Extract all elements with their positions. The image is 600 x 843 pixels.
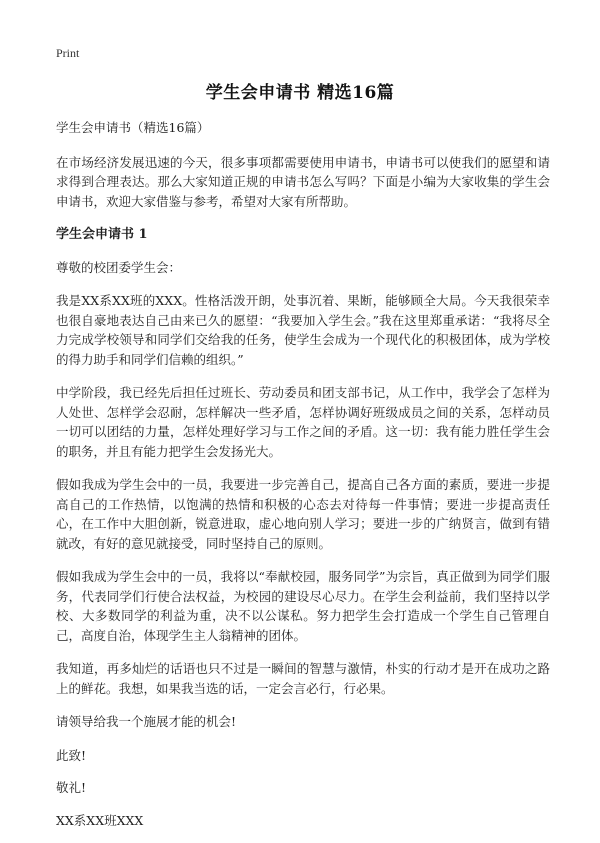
print-label: Print xyxy=(56,46,80,60)
section-heading: 学生会申请书 1 xyxy=(56,227,148,242)
body-paragraph: 假如我成为学生会中的一员，我要进一步完善自己，提高自己各方面的素质，要进一步提高自己的工作热情，以饱满的热情和积极的心态去对待每一件事情；要进一步提高责任心，在工作中大胆创新，锐意进取，虚心地向别人学习；要进一步的广纳贤言，做到有错就改，有好的意见就接受，同时坚持自己的原则。 xyxy=(56,477,550,551)
closing-line: 敬礼! xyxy=(56,780,87,795)
intro-paragraph: 在市场经济发展迅速的今天，很多事项都需要使用申请书，申请书可以使我们的愿望和请求得到合理表达。那么大家知道正规的申请书怎么写吗？下面是小编为大家收集的学生会申请书，欢迎大家借鉴与参考，希望对大家有所帮助。 xyxy=(56,154,550,209)
closing-line: 此致! xyxy=(56,747,87,763)
body-paragraph: 我知道，再多灿烂的话语也只不过是一瞬间的智慧与激情，朴实的行动才是开在成功之路上的鲜花。我想，如果我当选的话，一定会言必行，行必果。 xyxy=(56,661,550,696)
signature: XX系XX班XXX xyxy=(56,812,144,828)
document-title: 学生会申请书 精选16篇 xyxy=(205,83,395,103)
body-paragraph: 我是XX系XX班的XXX。性格活泼开朗，处事沉着、果断，能够顾全大局。今天我很荣幸也很自豪地表达自己由来已久的愿望：“我要加入学生会。”我在这里郑重承诺：“我将尽全力完成学校领导和同学们交给我的任务，使学生会成为一个现代化的积极团体，成为学校的得力助手和同学们信赖的组织。” xyxy=(56,293,550,367)
body-paragraph: 假如我成为学生会中的一员，我将以“奉献校园，服务同学”为宗旨，真正做到为同学们服务，代表同学们行使合法权益，为校园的建设尽心尽力。在学生会利益前，我们坚持以学校、大多数同学的利益为重，决不以公谋私。努力把学生会打造成一个学生自己管理自己，高度自治，体现学生主人翁精神的团体。 xyxy=(56,569,550,643)
document-body xyxy=(56,118,550,843)
body-paragraph: 中学阶段，我已经先后担任过班长、劳动委员和团支部书记，从工作中，我学会了怎样为人处世、怎样学会忍耐，怎样解决一些矛盾，怎样协调好班级成员之间的关系，怎样动员一切可以团结的力量，怎样处理好学习与工作之间的矛盾。这一切：我有能力胜任学生会的职务，并且有能力把学生会发扬光大。 xyxy=(56,385,550,459)
body-paragraph: 请领导给我一个施展才能的机会! xyxy=(56,714,237,729)
document-subtitle: 学生会申请书（精选16篇） xyxy=(56,120,210,135)
salutation: 尊敬的校团委学生会： xyxy=(56,259,182,275)
